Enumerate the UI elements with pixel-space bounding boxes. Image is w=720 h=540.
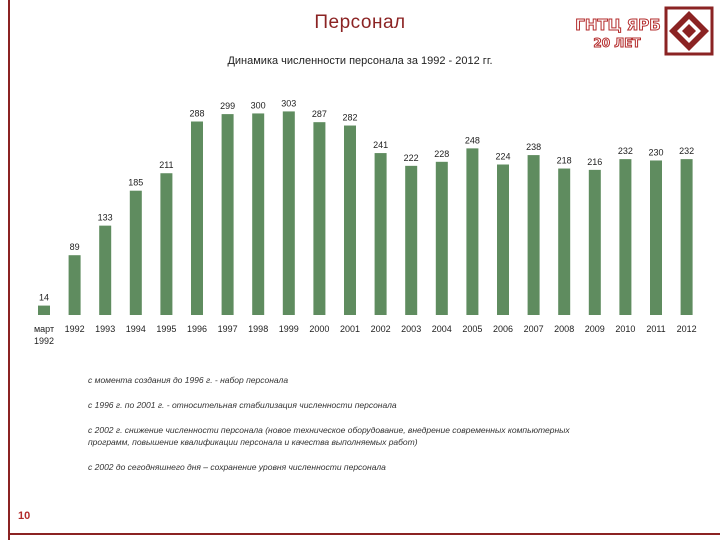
x-tick-label: 1992: [33, 336, 55, 346]
data-label: 133: [97, 212, 113, 223]
note-line: с 1996 г. по 2001 г. - относительная стабилизация численности персонала: [88, 400, 397, 410]
bar-2010: [619, 159, 631, 315]
data-label: 287: [311, 109, 327, 120]
note-line: с момента создания до 1996 г. - набор персонала: [88, 375, 289, 385]
x-tick-label: 2003: [401, 324, 422, 334]
bar-1995: [160, 173, 172, 315]
x-tick-label: 2011: [646, 324, 666, 334]
bar-2005: [466, 148, 478, 315]
data-label: 232: [679, 146, 695, 157]
x-tick-label: 2009: [584, 324, 605, 334]
x-tick-label: 2010: [615, 324, 636, 334]
x-tick-label: 2012: [676, 324, 697, 334]
bar-1999: [283, 111, 295, 315]
data-label: 248: [464, 135, 480, 146]
bar-2001: [344, 126, 356, 315]
x-tick-label: 2001: [339, 324, 361, 334]
x-tick-label: 1996: [186, 324, 208, 334]
data-label: 185: [128, 177, 144, 188]
note-line: с 2002 до сегодняшнего дня – сохранение уровня численности персонала: [88, 462, 386, 472]
bar-2002: [375, 153, 387, 315]
x-tick-label: 2006: [492, 324, 514, 334]
x-tick-label: 1995: [156, 324, 177, 334]
x-tick-label: 1992: [64, 324, 85, 334]
bar-2009: [589, 170, 601, 315]
x-tick-label: 2002: [370, 324, 391, 334]
chart-title: Динамика численности персонала за 1992 - 2012 гг.: [227, 55, 493, 67]
bar-2004: [436, 162, 448, 315]
x-tick-label: 2007: [523, 324, 544, 334]
data-label: 303: [281, 98, 297, 109]
bar-2006: [497, 165, 509, 316]
bar-2011: [650, 160, 662, 315]
x-tick-label: 2005: [462, 324, 483, 334]
bar-2008: [558, 169, 570, 315]
bar-1993: [99, 226, 111, 315]
x-tick-label: март: [33, 324, 55, 334]
bar-1992: [69, 255, 81, 315]
bar-март-1992: [38, 306, 50, 315]
note-line: с 2002 г. снижение численности персонала (новое техническое оборудование, внедрение современных компьютерных программ, повышение квалификации персонала и качества выполняемых работ): [88, 425, 570, 447]
bar-2012: [681, 159, 693, 315]
data-label: 232: [617, 146, 633, 157]
data-label: 230: [648, 147, 664, 158]
data-label: 218: [556, 155, 572, 166]
logo-years: 20 ЛЕТ: [593, 36, 641, 50]
data-label: 238: [526, 142, 542, 153]
x-tick-label: 1998: [248, 324, 269, 334]
bar-1996: [191, 122, 203, 316]
data-label: 224: [495, 151, 511, 162]
data-label: 228: [434, 148, 450, 159]
notes-block: [88, 374, 608, 486]
data-label: 282: [342, 112, 358, 123]
bar-2000: [313, 122, 325, 315]
data-label: 216: [587, 156, 603, 167]
bar-1998: [252, 113, 264, 315]
data-label: 222: [403, 152, 419, 163]
data-label: 241: [373, 140, 389, 151]
data-label: 211: [159, 160, 174, 171]
x-tick-label: 2004: [431, 324, 452, 334]
bar-2007: [528, 155, 540, 315]
x-tick-label: 1994: [125, 324, 146, 334]
logo-text: ГНТЦ ЯРБ: [575, 16, 661, 34]
data-label: 89: [69, 242, 80, 253]
bar-2003: [405, 166, 417, 315]
x-tick-label: 1999: [278, 324, 299, 334]
x-tick-label: 2008: [554, 324, 575, 334]
slide-title: Персонал: [314, 12, 406, 33]
x-tick-label: 1997: [217, 324, 238, 334]
data-label: 14: [38, 292, 50, 303]
data-label: 300: [250, 100, 266, 111]
data-label: 299: [220, 101, 236, 112]
bar-1997: [222, 114, 234, 315]
x-tick-label: 1993: [95, 324, 116, 334]
x-tick-label: 2000: [309, 324, 330, 334]
bar-1994: [130, 191, 142, 315]
page-number: 10: [18, 510, 31, 522]
data-label: 288: [189, 108, 205, 119]
